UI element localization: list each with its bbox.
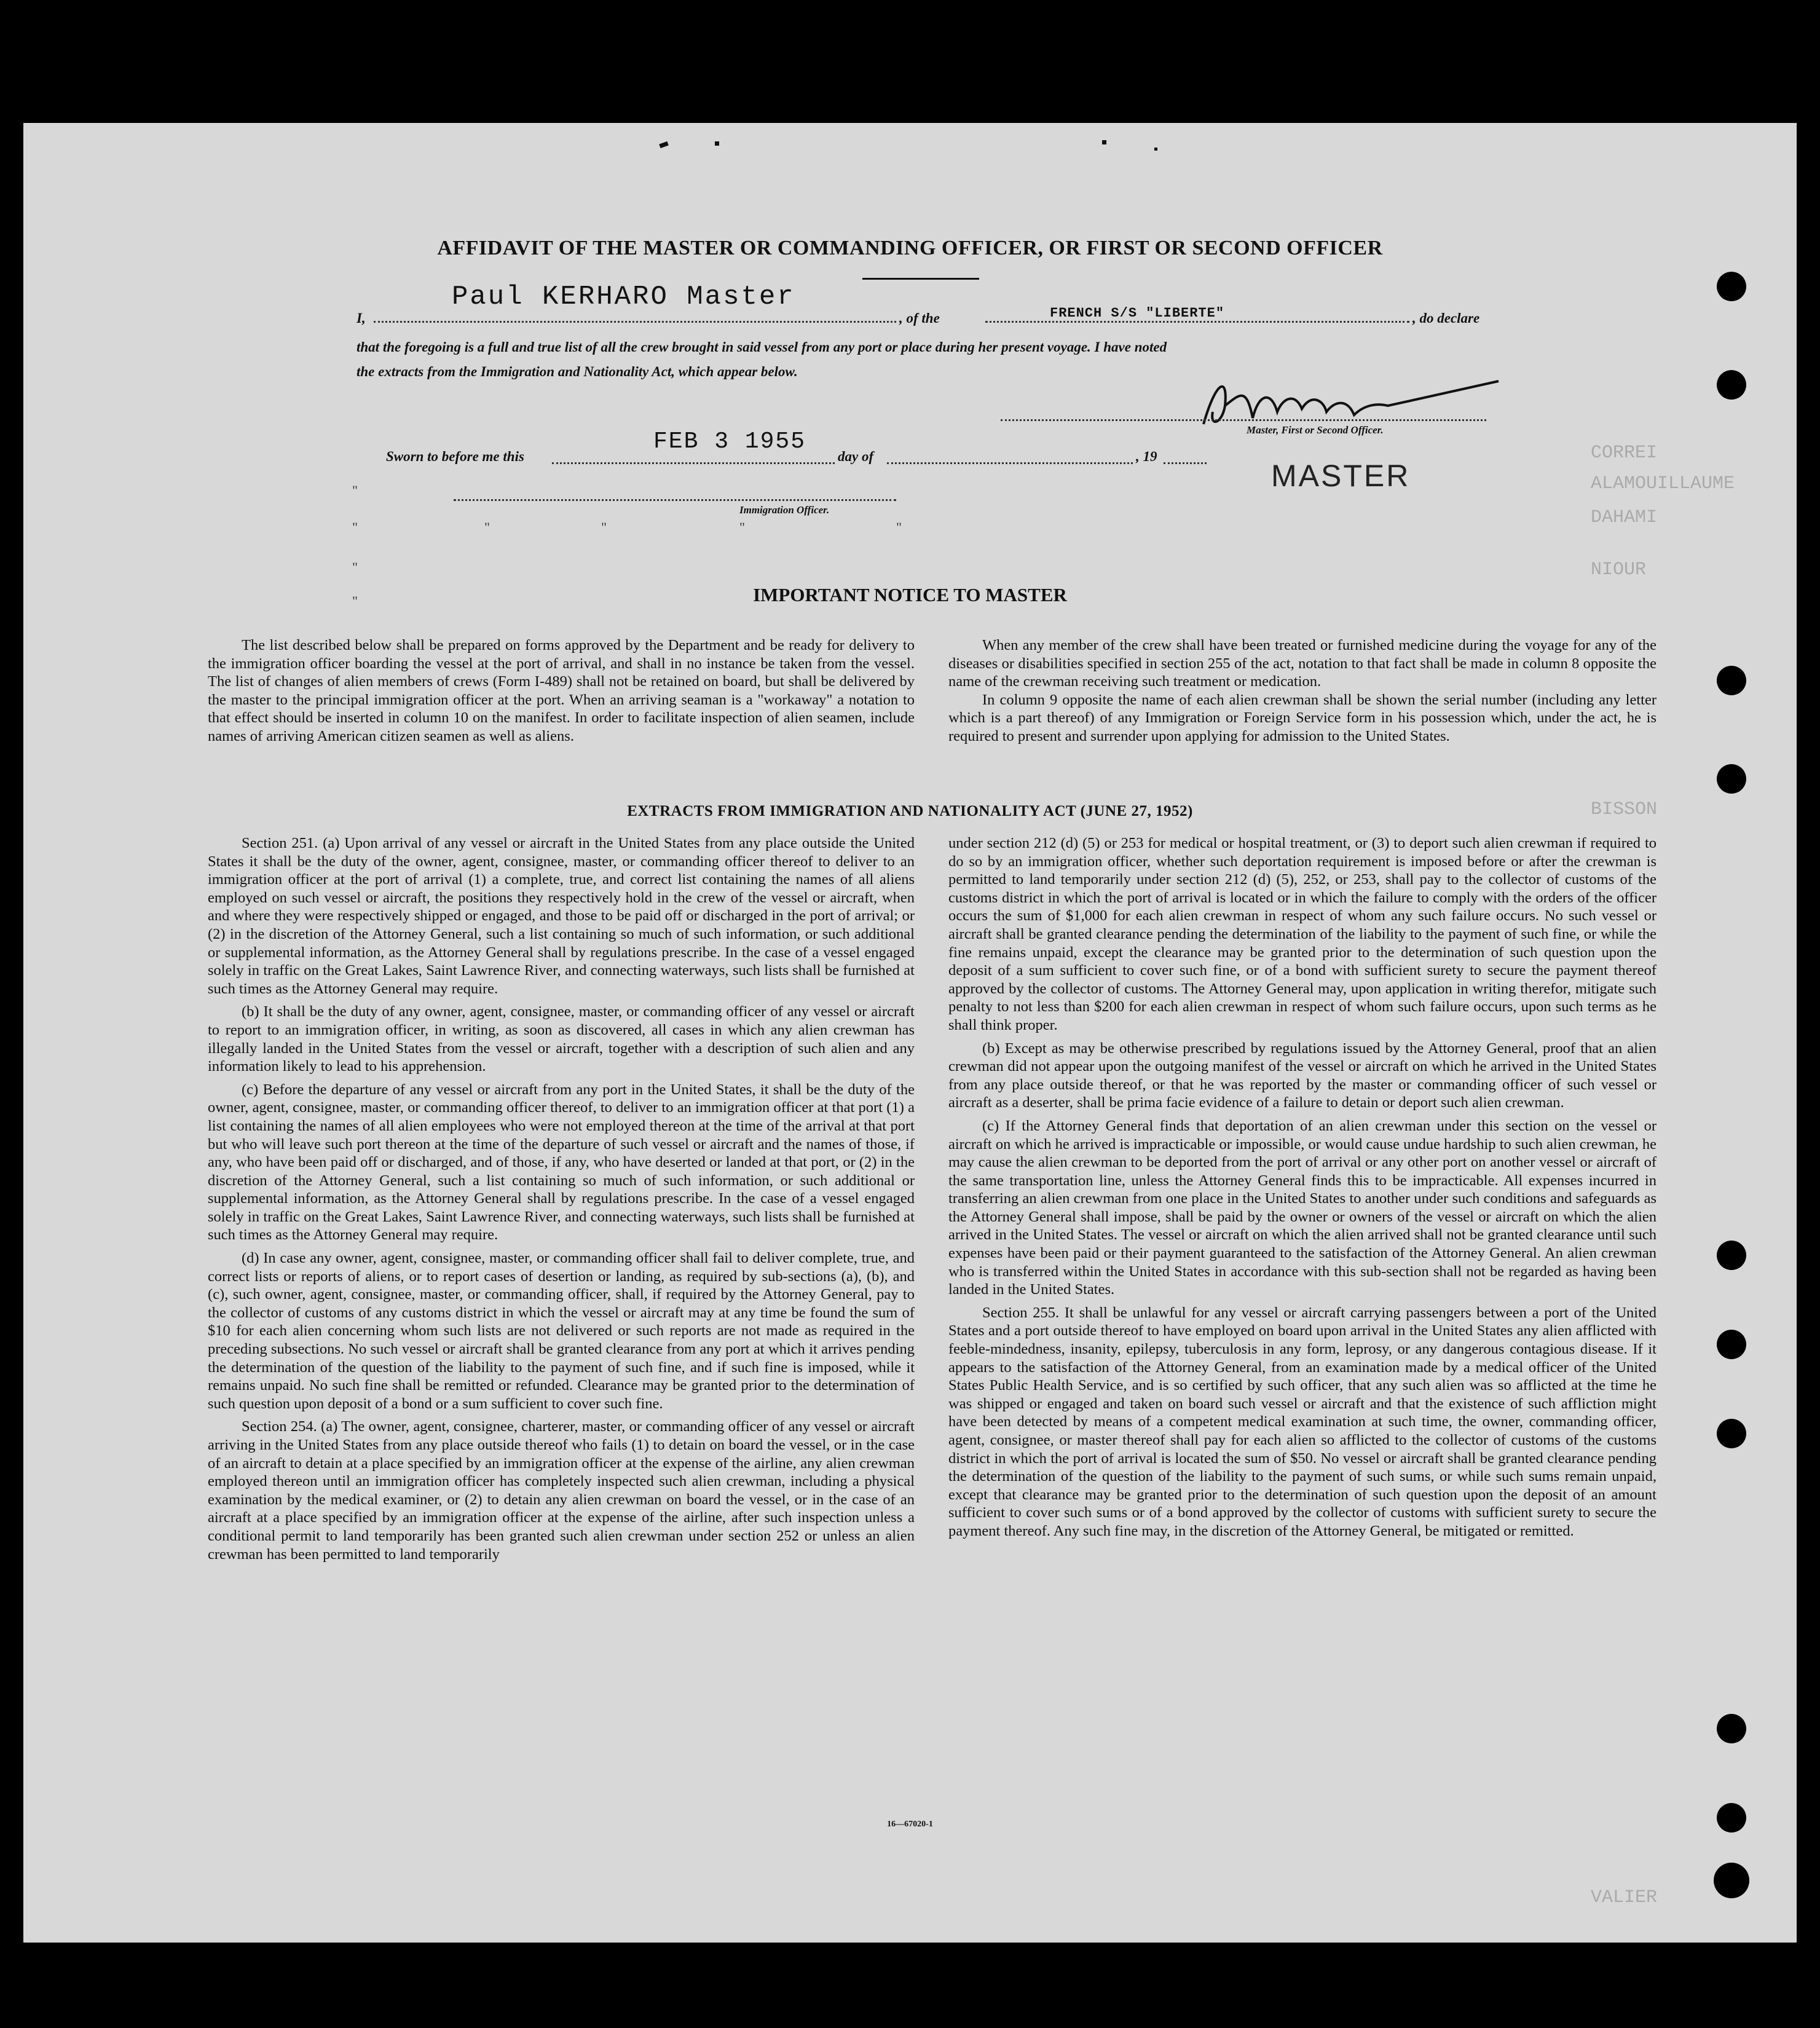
punch-hole [1717,1714,1746,1743]
vessel-name-typed: FRENCH S/S "LIBERTE" [1050,306,1225,321]
vessel-line [985,321,1409,323]
punch-hole [1717,1419,1746,1448]
bleed-through-mark: DAHAMI [1591,507,1658,528]
bleed-through-mark: BISSON [1591,799,1658,820]
punch-hole [1717,1330,1746,1359]
signature-line [1001,419,1486,421]
bleed-through-mark: CORREI [1591,443,1658,464]
bleed-through-mark: ALAMOUILLAUME [1591,473,1735,494]
year-line [1164,462,1207,464]
notice-left-column [208,636,915,746]
document-sheet [23,123,1797,1943]
officer-caption: Immigration Officer. [739,504,830,516]
sworn-label: Sworn to before me this [386,449,524,464]
notice-heading: IMPORTANT NOTICE TO MASTER [753,584,1067,606]
punch-hole [1717,666,1746,695]
ditto-mark: " [601,519,607,535]
scan-mark [1154,148,1157,151]
bleed-through-mark: VALIER [1591,1887,1658,1908]
extract-paragraph: Section 254. (a) The owner, agent, consignee, charterer, master, or commanding officer of any vessel or aircraft arriving in the United States from any place outside thereof who fails (1) to detain on board the vessel, or in the case of an aircraft to detain at a place specified by an immigration officer at the expense of the airline, any alien crewman employed thereon until an immigration officer has completely inspected such alien crewman, including a physical examination by the medical examiner, or (2) to detain any alien crewman on board the vessel, or in the case of an aircraft at a place specified by an immigration officer at the expense of the airline, after such inspection unless a conditional permit to land temporarily has been granted such alien crewman under section 252 or unless an alien crewman has been permitted to land temporarily [208,1418,915,1563]
declaration-text: that the foregoing is a full and true list of all the crew brought in said vessel from any port or place during her present voyage. I have noted [357,339,1167,355]
signature-caption: Master, First or Second Officer. [1247,424,1384,436]
form-code: 16—67020-1 [887,1820,933,1829]
sworn-date-stamp: FEB 3 1955 [653,428,806,455]
punch-hole [1714,1863,1749,1898]
extract-paragraph: under section 212 (d) (5) or 253 for medical or hospital treatment, or (3) to deport such alien crewman if required to do so by an immigration officer, whether such deportation requirement is imposed before or after the crewman is permitted to land temporarily under section 212 (d) (5), 252, or 253, shall pay to the collector of customs of the customs district in which the port of arrival is located or in which the failure to comply with the orders of the officer occurs the sum of $1,000 for each alien crewman in respect of whom any such failure occurs. No such vessel or aircraft shall be granted clearance pending the determination of the liability to the payment of such fine, or while the fine remains unpaid, except the clearance may be granted prior to the determination of such question upon the deposit of a sum sufficient to cover such fine, or of a bond with sufficient surety to secure the payment thereof approved by the collector of customs. The Attorney General may, upon application in writing therefor, mitigate such penalty to not less than $200 for each alien crewman in respect of whom such failure occurs, upon such terms as he shall think proper. [948,835,1657,1033]
day-of-label: day of [838,449,874,464]
extract-paragraph: (d) In case any owner, agent, consignee, master, or commanding officer shall fail to deliver complete, true, and correct lists or reports of aliens, or to report cases of desertion or landing, as required by sub-sections (a), (b), and (c), such owner, agent, consignee, master, or commanding officer, shall, if required by the Attorney General, pay to the collector of customs of any customs district in which the vessel or aircraft may at any time be found the sum of $10 for each alien concerning whom such lists are not delivered or such reports are not made as required in the preceding subsections. No such vessel or aircraft shall be granted clearance from any port at which it arrives pending the determination of the question of the liability to the payment of such fine, and if such fine is imposed, while it remains unpaid. No such fine shall be remitted or refunded. Clearance may be granted prior to the determination of such question upon deposit of a bond or a sum sufficient to cover such fine. [208,1250,915,1412]
extracts-left-column [208,834,915,1563]
punch-hole [1717,1803,1746,1833]
scan-mark [1102,140,1106,144]
scan-mark [659,141,669,148]
extract-paragraph: (b) It shall be the duty of any owner, agent, consignee, master, or commanding officer of any vessel or aircraft to report to an immigration officer, in writing, as soon as discovered, all cases in which any alien crewman has illegally landed in the United States from the vessel or aircraft, together with a description of such alien and any information likely to lead to his apprehension. [208,1003,915,1075]
month-line [887,462,1133,464]
title-rule [862,278,979,280]
sworn-date-line [552,462,835,464]
master-name-line [374,321,896,323]
do-declare-label: , do declare [1412,310,1480,326]
extract-paragraph: (b) Except as may be otherwise prescribed by regulations issued by the Attorney General, proof that an alien crewman did not appear upon the outgoing manifest of the vessel or aircraft on which he arrived in the United States from any place outside thereof, or that he was reported by the master or commanding officer of such vessel or aircraft as a deserter, shall be prima facie evidence of a failure to detain or deport such alien crewman. [948,1040,1657,1111]
ditto-mark: " [352,593,358,609]
notice-paragraph: The list described below shall be prepared on forms approved by the Department and be ready for delivery to the immigration officer boarding the vessel at the port of arrival, and shall in no instance be taken from the vessel. The list of changes of alien members of crews (Form I-489) shall not be retained on board, but shall be delivered by the master to the principal immigration officer at the port. When an arriving seaman is a "workaway" a notation to that effect should be inserted in column 10 on the manifest. In order to facilitate inspection of alien seamen, include names of arriving American citizen seamen as well as aliens. [208,637,915,744]
affidavit-title: AFFIDAVIT OF THE MASTER OR COMMANDING OFFICER, OR FIRST OR SECOND OFFICER [437,237,1383,259]
extracts-right-column [948,834,1657,1541]
ditto-mark: " [352,559,358,575]
bleed-through-mark: NIOUR [1591,559,1647,580]
extract-paragraph: (c) If the Attorney General finds that deportation of an alien crewman under this section on the vessel or aircraft on which he arrived is impracticable or impossible, or would cause undue hardship to such alien crewman, he may cause the alien crewman to be deported from the port of arrival or any other port on another vessel or aircraft of the same transportation line, unless the Attorney General finds this to be impracticable. All expenses incurred in transferring an alien crewman from one place in the United States to another under such conditions and safeguards as the Attorney General shall impose, shall be paid by the owner or owners of the vessel or aircraft on which the alien arrived in the United States. The vessel or aircraft on which the alien arrived shall not be granted clearance until such expenses have been paid or their payment guaranteed to the satisfaction of the Attorney General. An alien crewman who is transferred within the United States in accordance with this sub-section shall not be regarded as having been landed in the United States. [948,1117,1657,1298]
extract-paragraph: Section 255. It shall be unlawful for any vessel or aircraft carrying passengers between a port of the United States and a port outside thereof to have employed on board upon arrival in the United States any alien afflicted with feeble-mindedness, insanity, epilepsy, tuberculosis in any form, leprosy, or any dangerous contagious disease. If it appears to the satisfaction of the Attorney General, from an examination made by a medical officer of the United States Public Health Service, and is so certified by such officer, that any such alien was so afflicted at the time he was shipped or engaged and taken on board such vessel or aircraft and that the existence of such affliction might have been detected by means of a competent medical examination at such time, the owner, commanding officer, agent, consignee, or master thereof shall pay for each alien so afflicted to the collector of customs of the customs district in which the port of arrival is located the sum of $50. No vessel or aircraft shall be granted clearance pending the determination of the question of the liability to the payment of such sums, or while such sums remain unpaid, except that clearance may be granted prior to the determination of such question upon the deposit of an amount sufficient to cover such sums or of a bond approved by the collector of customs with sufficient surety to secure the payment thereof. Any such fine may, in the discretion of the Attorney General, be mitigated or remitted. [948,1304,1657,1539]
officer-signature-line [454,499,896,501]
punch-hole [1717,370,1746,400]
extract-paragraph: Section 251. (a) Upon arrival of any vessel or aircraft in the United States from any place outside the United States it shall be the duty of the owner, agent, consignee, master, or commanding officer thereof to deliver to an immigration officer at the port of arrival (1) a complete, true, and correct list containing the names of all aliens employed on such vessel or aircraft, the positions they respectively hold in the crew of the vessel or aircraft, when and where they were respectively shipped or engaged, and those to be paid off or discharged in the port of arrival; or (2) in the discretion of the Attorney General, such a list containing so much of such information, or such additional or supplemental information, as the Attorney General shall by regulations prescribe. In the case of a vessel engaged solely in traffic on the Great Lakes, Saint Lawrence River, and connecting waterways, such lists shall be furnished at such times as the Attorney General may require. [208,835,915,997]
notice-paragraph: In column 9 opposite the name of each alien crewman shall be shown the serial number (including any letter which is a part thereof) of any Immigration or Foreign Service form in his possession which, under the act, he is required to present and surrender upon applying for admission to the United States. [948,691,1657,744]
master-stamp: MASTER [1271,459,1411,493]
ditto-mark: " [352,519,358,535]
extract-paragraph: (c) Before the departure of any vessel or aircraft from any port in the United States, it shall be the duty of the owner, agent, consignee, master, or commanding officer thereof, to deliver to an immigration officer at that port (1) a list containing the names of all alien employees who were not employed thereon at the time of the arrival at that port but who will leave such port thereon at the time of the departure of such vessel or aircraft and the names of those, if any, who have been paid off or discharged, and of those, if any, who have deserted or landed at that port, or (2) in the discretion of the Attorney General, such a list containing so much of such information, or such additional or supplemental information, as the Attorney General shall by regulations prescribe. In the case of a vessel engaged solely in traffic on the Great Lakes, Saint Lawrence River, and connecting waterways, such lists shall be furnished at such times as the Attorney General may require. [208,1081,915,1244]
year-label: , 19 [1136,449,1157,464]
ditto-mark: " [352,483,358,498]
master-name-typed: Paul KERHARO Master [452,282,795,312]
punch-hole [1717,272,1746,301]
ditto-mark: " [484,519,490,535]
punch-hole [1717,1241,1746,1270]
notice-paragraph: When any member of the crew shall have been treated or furnished medicine during the voyage for any of the diseases or disabilities specified in section 255 of the act, notation to that fact shall be made in column 8 opposite the name of the crewman receiving such treatment or medication. [948,637,1657,690]
declaration-text-2: the extracts from the Immigration and Nationality Act, which appear below. [357,364,798,379]
of-the-label: , of the [899,310,940,326]
i-label: I, [357,310,366,326]
extracts-heading: EXTRACTS FROM IMMIGRATION AND NATIONALITY ACT (JUNE 27, 1952) [627,803,1193,819]
punch-hole [1717,764,1746,794]
notice-right-column [948,636,1657,746]
ditto-mark: " [896,519,902,535]
scan-mark [715,141,719,146]
ditto-mark: " [739,519,745,535]
